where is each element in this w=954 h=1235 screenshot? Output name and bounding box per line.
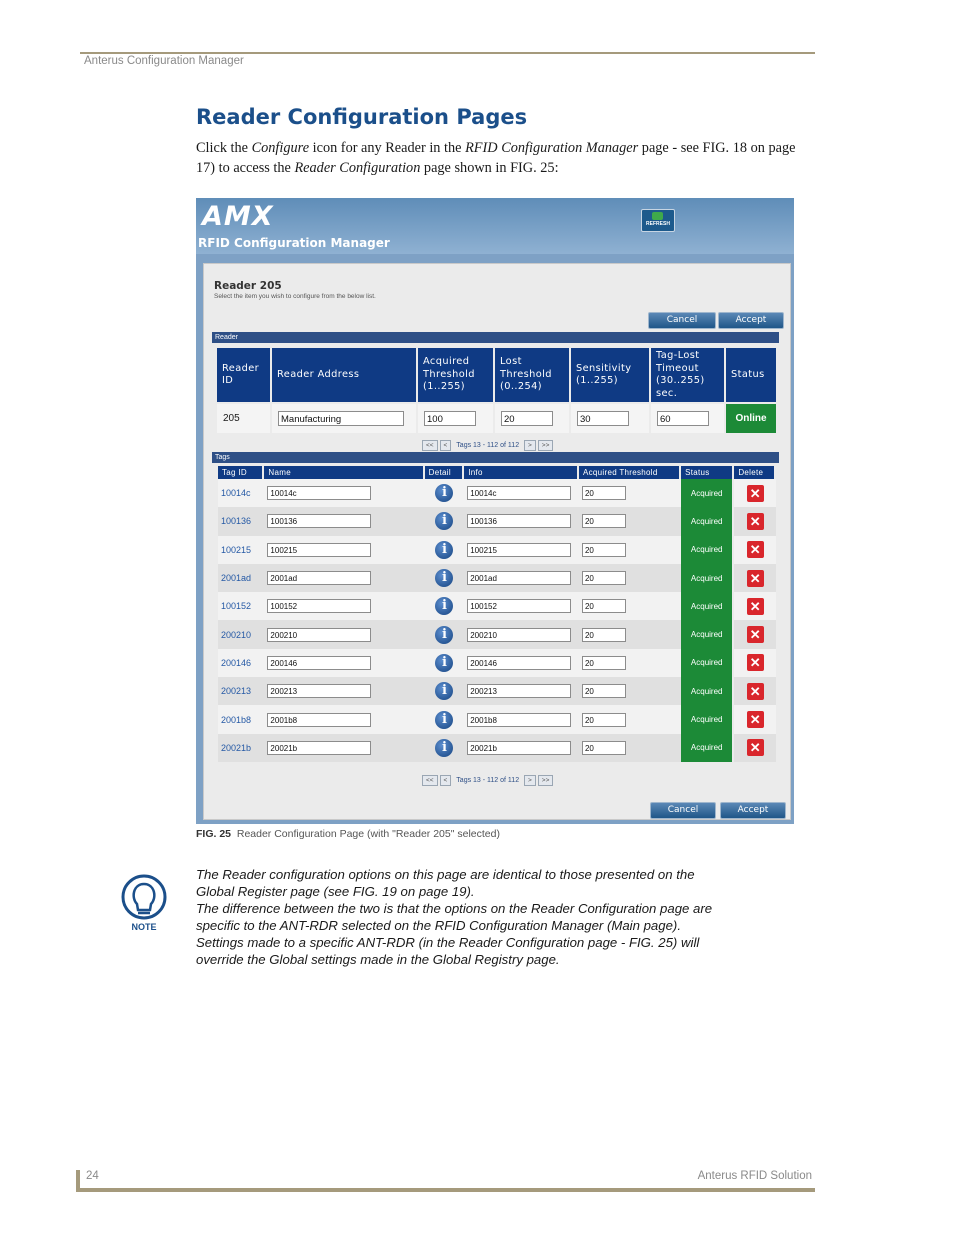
tag-id-cell: [218, 734, 264, 762]
delete-icon[interactable]: ✕: [747, 485, 764, 502]
tag-status-badge: Acquired: [681, 479, 734, 507]
intro-paragraph: Click the Configure icon for any Reader in the RFID Configuration Manager page - see FIG. 18 on page 17) to access the Reader Configuration page shown in FIG. 25:: [196, 140, 796, 176]
tag-info-input[interactable]: 100215: [467, 543, 571, 557]
tag-name-input[interactable]: 10014c: [267, 486, 371, 500]
tag-id-link[interactable]: 200210: [221, 629, 252, 640]
tag-id-link[interactable]: 20021b: [221, 742, 252, 753]
col-reader-id: Reader ID: [217, 348, 270, 402]
info-icon[interactable]: i: [435, 626, 453, 644]
tag-info-input[interactable]: 100136: [467, 514, 571, 528]
sensitivity-input[interactable]: 30: [577, 411, 629, 426]
tag-threshold-input[interactable]: 20: [582, 571, 626, 585]
delete-icon[interactable]: ✕: [747, 626, 764, 643]
info-icon[interactable]: i: [435, 484, 453, 502]
tag-threshold-cell: [579, 536, 681, 564]
tag-name-cell: [264, 536, 424, 564]
tags-table: [218, 466, 776, 762]
tag-name-input[interactable]: 200213: [267, 684, 371, 698]
tag-info-cell: [464, 507, 579, 535]
pager-next-button[interactable]: >: [524, 775, 536, 786]
reader-subtitle: Select the item you wish to configure from the below list.: [214, 293, 376, 300]
note-line-2: The difference between the two is that the options on the Reader Configuration page are specific to the ANT-RDR selected on the RFID Configuration Manager (Main page).: [196, 901, 713, 933]
pager-next-button[interactable]: >: [524, 440, 536, 451]
tag-threshold-cell: [579, 734, 681, 762]
tag-delete-cell: [734, 479, 776, 507]
delete-icon[interactable]: ✕: [747, 598, 764, 615]
pager-text: Tags 13 - 112 of 112: [456, 442, 520, 449]
col-tag-status: Status: [681, 466, 734, 479]
info-icon[interactable]: i: [435, 541, 453, 559]
tag-info-input[interactable]: 10014c: [467, 486, 571, 500]
tag-id-cell: [218, 479, 264, 507]
tag-status-badge: Acquired: [681, 677, 734, 705]
reader-config-screenshot: [196, 198, 794, 824]
tag-info-input[interactable]: 200213: [467, 684, 571, 698]
tag-name-cell: [264, 649, 424, 677]
tag-status-badge: Acquired: [681, 564, 734, 592]
tag-delete-cell: [734, 677, 776, 705]
reader-table: [215, 346, 778, 435]
accept-button[interactable]: Accept: [718, 312, 784, 329]
tag-id-cell: [218, 507, 264, 535]
tag-name-cell: [264, 734, 424, 762]
pager-text: Tags 13 - 112 of 112: [456, 777, 520, 784]
tag-row: [218, 649, 776, 677]
lost-cell: [495, 404, 569, 433]
tag-threshold-input[interactable]: 20: [582, 543, 626, 557]
col-threshold: Acquired Threshold: [579, 466, 681, 479]
delete-icon[interactable]: ✕: [747, 570, 764, 587]
info-icon[interactable]: i: [435, 597, 453, 615]
tag-threshold-input[interactable]: 20: [582, 486, 626, 500]
tag-threshold-cell: [579, 507, 681, 535]
tag-threshold-input[interactable]: 20: [582, 599, 626, 613]
tag-threshold-input[interactable]: 20: [582, 514, 626, 528]
info-icon[interactable]: i: [435, 569, 453, 587]
tag-delete-cell: [734, 705, 776, 733]
tag-row: [218, 592, 776, 620]
tag-info-input[interactable]: 20021b: [467, 741, 571, 755]
tag-detail-cell: [425, 592, 465, 620]
col-acquired-threshold: Acquired Threshold (1..255): [418, 348, 493, 402]
tag-name-input[interactable]: 100215: [267, 543, 371, 557]
running-header: Anterus Configuration Manager: [84, 55, 244, 67]
reader-section-bar: Reader: [212, 332, 779, 343]
timeout-input[interactable]: 60: [657, 411, 709, 426]
delete-icon[interactable]: ✕: [747, 654, 764, 671]
col-lost-threshold: Lost Threshold (0..254): [495, 348, 569, 402]
info-icon[interactable]: i: [435, 739, 453, 757]
tag-threshold-cell: [579, 649, 681, 677]
tag-delete-cell: [734, 592, 776, 620]
info-icon[interactable]: i: [435, 654, 453, 672]
tag-detail-cell: [425, 507, 465, 535]
figure-caption: FIG. 25 Reader Configuration Page (with "Reader 205" selected): [196, 828, 500, 840]
tag-row: [218, 705, 776, 733]
acquired-cell: [418, 404, 493, 433]
tag-info-input[interactable]: 200146: [467, 656, 571, 670]
col-info: Info: [464, 466, 579, 479]
delete-icon[interactable]: ✕: [747, 513, 764, 530]
tag-threshold-cell: [579, 677, 681, 705]
tag-row: [218, 734, 776, 762]
header-rule: [80, 52, 815, 54]
tag-detail-cell: [425, 705, 465, 733]
info-icon[interactable]: i: [435, 682, 453, 700]
accept-button-bottom[interactable]: Accept: [720, 802, 786, 819]
tag-name-cell: [264, 620, 424, 648]
tag-name-input[interactable]: 2001b8: [267, 713, 371, 727]
tags-section-bar: Tags: [212, 452, 779, 463]
pager-first-button[interactable]: <<: [422, 440, 438, 451]
tag-threshold-input[interactable]: 20: [582, 741, 626, 755]
col-detail: Detail: [425, 466, 465, 479]
tag-threshold-input[interactable]: 20: [582, 713, 626, 727]
delete-icon[interactable]: ✕: [747, 711, 764, 728]
pager-prev-button[interactable]: <: [440, 775, 452, 786]
tag-info-cell: [464, 677, 579, 705]
sensitivity-cell: [571, 404, 649, 433]
tag-name-input[interactable]: 20021b: [267, 741, 371, 755]
tag-name-input[interactable]: 200210: [267, 628, 371, 642]
note-icon: [121, 874, 167, 934]
tag-row: [218, 479, 776, 507]
pager-last-button[interactable]: >>: [538, 775, 554, 786]
tag-info-input[interactable]: 2001ad: [467, 571, 571, 585]
tag-delete-cell: [734, 564, 776, 592]
col-tag-lost-timeout: Tag-Lost Timeout (30..255) sec.: [651, 348, 724, 402]
col-status: Status: [726, 348, 776, 402]
tag-threshold-cell: [579, 592, 681, 620]
tag-id-cell: [218, 677, 264, 705]
tag-detail-cell: [425, 620, 465, 648]
col-delete: Delete: [734, 466, 776, 479]
tag-detail-cell: [425, 536, 465, 564]
tag-id-link[interactable]: 200146: [221, 657, 252, 668]
tag-detail-cell: [425, 649, 465, 677]
info-icon[interactable]: i: [435, 512, 453, 530]
info-icon[interactable]: i: [435, 711, 453, 729]
tag-status-badge: Acquired: [681, 705, 734, 733]
tag-name-input[interactable]: 2001ad: [267, 571, 371, 585]
col-name: Name: [264, 466, 424, 479]
reader-panel: [203, 263, 791, 820]
tag-row: [218, 507, 776, 535]
tag-id-link[interactable]: 100152: [221, 601, 252, 612]
timeout-cell: [651, 404, 724, 433]
tag-name-input[interactable]: 100136: [267, 514, 371, 528]
cancel-button[interactable]: Cancel: [648, 312, 716, 329]
tag-name-cell: [264, 507, 424, 535]
tag-status-badge: Acquired: [681, 507, 734, 535]
tag-detail-cell: [425, 734, 465, 762]
tag-info-cell: [464, 649, 579, 677]
tag-row: [218, 620, 776, 648]
tag-threshold-cell: [579, 564, 681, 592]
tag-delete-cell: [734, 507, 776, 535]
tag-threshold-input[interactable]: 20: [582, 684, 626, 698]
tag-detail-cell: [425, 677, 465, 705]
tag-name-cell: [264, 479, 424, 507]
tag-threshold-input[interactable]: 20: [582, 656, 626, 670]
tag-delete-cell: [734, 734, 776, 762]
tag-name-cell: [264, 705, 424, 733]
tag-info-input[interactable]: 100152: [467, 599, 571, 613]
delete-icon[interactable]: ✕: [747, 683, 764, 700]
tag-info-cell: [464, 479, 579, 507]
tag-info-cell: [464, 705, 579, 733]
tag-threshold-cell: [579, 479, 681, 507]
tag-id-cell: [218, 592, 264, 620]
tag-status-badge: Acquired: [681, 649, 734, 677]
pager-first-button[interactable]: <<: [422, 775, 438, 786]
tag-name-cell: [264, 677, 424, 705]
reader-title: Reader 205: [214, 280, 282, 292]
tag-threshold-input[interactable]: 20: [582, 628, 626, 642]
tag-id-cell: [218, 536, 264, 564]
tag-id-cell: [218, 649, 264, 677]
section-title: Reader Configuration Pages: [196, 105, 528, 129]
tag-row: [218, 677, 776, 705]
tag-id-link[interactable]: 100215: [221, 544, 252, 555]
tag-name-cell: [264, 564, 424, 592]
tags-body: [218, 479, 776, 762]
tag-status-badge: Acquired: [681, 536, 734, 564]
tag-row: [218, 536, 776, 564]
tag-info-cell: [464, 734, 579, 762]
tag-threshold-cell: [579, 705, 681, 733]
tag-info-input[interactable]: 200210: [467, 628, 571, 642]
tag-delete-cell: [734, 649, 776, 677]
tag-delete-cell: [734, 536, 776, 564]
tag-detail-cell: [425, 564, 465, 592]
tag-status-badge: Acquired: [681, 592, 734, 620]
tag-name-input[interactable]: 200146: [267, 656, 371, 670]
note-line-1: The Reader configuration options on this page are identical to those presented on the Global Register page (see FIG. 19 on page 19).: [196, 867, 695, 899]
tag-detail-cell: [425, 479, 465, 507]
tag-id-cell: [218, 564, 264, 592]
note-line-3: Settings made to a specific ANT-RDR (in the Reader Configuration page - FIG. 25) will override the Global settings made in the Global Registry page.: [196, 935, 700, 967]
cancel-button-bottom[interactable]: Cancel: [650, 802, 716, 819]
tag-status-badge: Acquired: [681, 734, 734, 762]
tag-row: [218, 564, 776, 592]
pager-bottom: [422, 775, 553, 786]
col-tag-id: Tag ID: [218, 466, 264, 479]
tag-id-link[interactable]: 10014c: [221, 488, 251, 499]
tag-info-cell: [464, 564, 579, 592]
tag-info-cell: [464, 536, 579, 564]
tag-info-cell: [464, 620, 579, 648]
delete-icon[interactable]: ✕: [747, 541, 764, 558]
note-icon-label: NOTE: [131, 922, 157, 932]
delete-icon[interactable]: ✕: [747, 739, 764, 756]
tag-info-cell: [464, 592, 579, 620]
col-reader-address: Reader Address: [272, 348, 416, 402]
amx-logo: AMX: [202, 201, 274, 232]
footer-rule: [76, 1188, 815, 1192]
tag-id-link[interactable]: 100136: [221, 516, 252, 527]
pager-prev-button[interactable]: <: [440, 440, 452, 451]
tag-threshold-cell: [579, 620, 681, 648]
note-text: [196, 866, 736, 968]
refresh-icon: [652, 212, 663, 220]
tag-id-link[interactable]: 2001ad: [221, 573, 252, 584]
pager-last-button[interactable]: >>: [538, 440, 554, 451]
acquired-threshold-input[interactable]: 100: [424, 411, 476, 426]
reader-address-cell: [272, 404, 416, 433]
page-number: 24: [86, 1170, 99, 1182]
tag-id-cell: [218, 705, 264, 733]
lost-threshold-input[interactable]: 20: [501, 411, 553, 426]
col-sensitivity: Sensitivity (1..255): [571, 348, 649, 402]
refresh-button[interactable]: [641, 209, 675, 232]
tag-name-cell: [264, 592, 424, 620]
app-title: RFID Configuration Manager: [198, 236, 390, 250]
tag-delete-cell: [734, 620, 776, 648]
tag-info-input[interactable]: 2001b8: [467, 713, 571, 727]
tag-status-badge: Acquired: [681, 620, 734, 648]
tag-id-link[interactable]: 2001b8: [221, 714, 252, 725]
reader-id-cell: 205: [217, 404, 270, 433]
reader-address-input[interactable]: Manufacturing: [278, 411, 404, 426]
tag-id-cell: [218, 620, 264, 648]
tag-id-link[interactable]: 200213: [221, 686, 252, 697]
pager-top: [422, 440, 553, 451]
status-online-badge: Online: [726, 404, 776, 433]
app-header: [196, 198, 794, 254]
footer-product: Anterus RFID Solution: [697, 1170, 812, 1182]
refresh-label: REFRESH: [646, 221, 670, 227]
tag-name-input[interactable]: 100152: [267, 599, 371, 613]
